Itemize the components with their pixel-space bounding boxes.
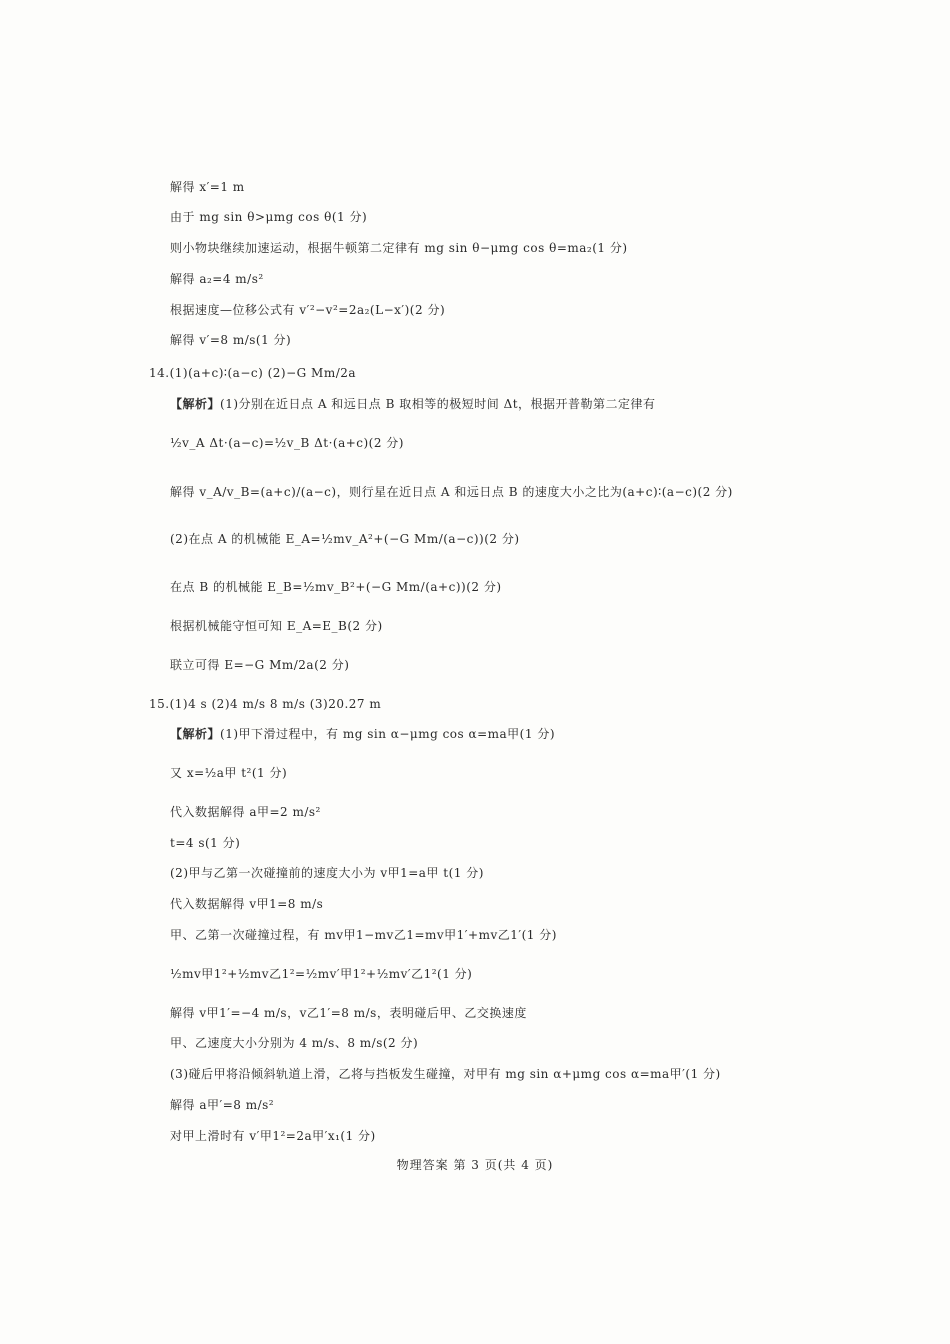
analysis-line	[170, 728, 555, 740]
solution-line: 代入数据解得 v甲1=8 m/s	[170, 897, 324, 911]
solution-line: 解得 v甲1′=−4 m/s，v乙1′=8 m/s，表明碰后甲、乙交换速度	[170, 1006, 527, 1020]
solution-line: ½mv甲1²+½mv乙1²=½mv′甲1²+½mv′乙1²(1 分)	[170, 967, 473, 981]
question-15-answer: 15.(1)4 s (2)4 m/s 8 m/s (3)20.27 m	[149, 697, 382, 711]
analysis-text: (1)分别在近日点 A 和远日点 B 取相等的极短时间 Δt，根据开普勒第二定律有	[220, 397, 656, 411]
solution-line: 又 x=½a甲 t²(1 分)	[170, 766, 288, 780]
solution-line: 解得 a₂=4 m/s²	[170, 272, 264, 286]
analysis-tag: 【解析】	[170, 397, 221, 411]
solution-line: 联立可得 E=−G Mm/2a(2 分)	[170, 658, 350, 672]
solution-line: 解得 v′=8 m/s(1 分)	[170, 333, 292, 347]
solution-line: 代入数据解得 a甲=2 m/s²	[170, 805, 321, 819]
solution-line: 根据速度—位移公式有 v′²−v²=2a₂(L−x′)(2 分)	[170, 303, 446, 317]
question-14-answer: 14.(1)(a+c)∶(a−c) (2)−G Mm/2a	[149, 366, 357, 380]
analysis-text: (1)甲下滑过程中，有 mg sin α−μmg cos α=ma甲(1 分)	[220, 727, 555, 741]
analysis-line	[170, 398, 656, 410]
solution-line: 则小物块继续加速运动，根据牛顿第二定律有 mg sin θ−μmg cos θ=ma₂(1 分)	[170, 241, 628, 255]
solution-line: 解得 v_A/v_B=(a+c)/(a−c)，则行星在近日点 A 和远日点 B 的速度大小之比为(a+c)∶(a−c)(2 分)	[170, 485, 733, 499]
analysis-tag: 【解析】	[170, 727, 221, 741]
solution-line: ½v_A Δt·(a−c)=½v_B Δt·(a+c)(2 分)	[170, 436, 404, 450]
solution-line: 对甲上滑时有 v′甲1²=2a甲′x₁(1 分)	[170, 1129, 376, 1143]
solution-line: (3)碰后甲将沿倾斜轨道上滑，乙将与挡板发生碰撞，对甲有 mg sin α+μmg cos α=ma甲′(1 分)	[170, 1067, 721, 1081]
solution-line: 根据机械能守恒可知 E_A=E_B(2 分)	[170, 619, 383, 633]
solution-line: (2)甲与乙第一次碰撞前的速度大小为 v甲1=a甲 t(1 分)	[170, 866, 484, 880]
solution-line: 解得 a甲′=8 m/s²	[170, 1098, 275, 1112]
solution-line: (2)在点 A 的机械能 E_A=½mv_A²+(−G Mm/(a−c))(2 分)	[170, 532, 520, 546]
solution-line: 甲、乙速度大小分别为 4 m/s、8 m/s(2 分)	[170, 1036, 419, 1050]
page-footer: 物理答案 第 3 页(共 4 页)	[396, 1158, 554, 1172]
solution-line: 甲、乙第一次碰撞过程，有 mv甲1−mv乙1=mv甲1′+mv乙1′(1 分)	[170, 928, 557, 942]
solution-line: t=4 s(1 分)	[170, 836, 241, 850]
solution-line: 解得 x′=1 m	[170, 180, 245, 194]
solution-line: 在点 B 的机械能 E_B=½mv_B²+(−G Mm/(a+c))(2 分)	[170, 580, 502, 594]
solution-line: 由于 mg sin θ>μmg cos θ(1 分)	[170, 210, 368, 224]
